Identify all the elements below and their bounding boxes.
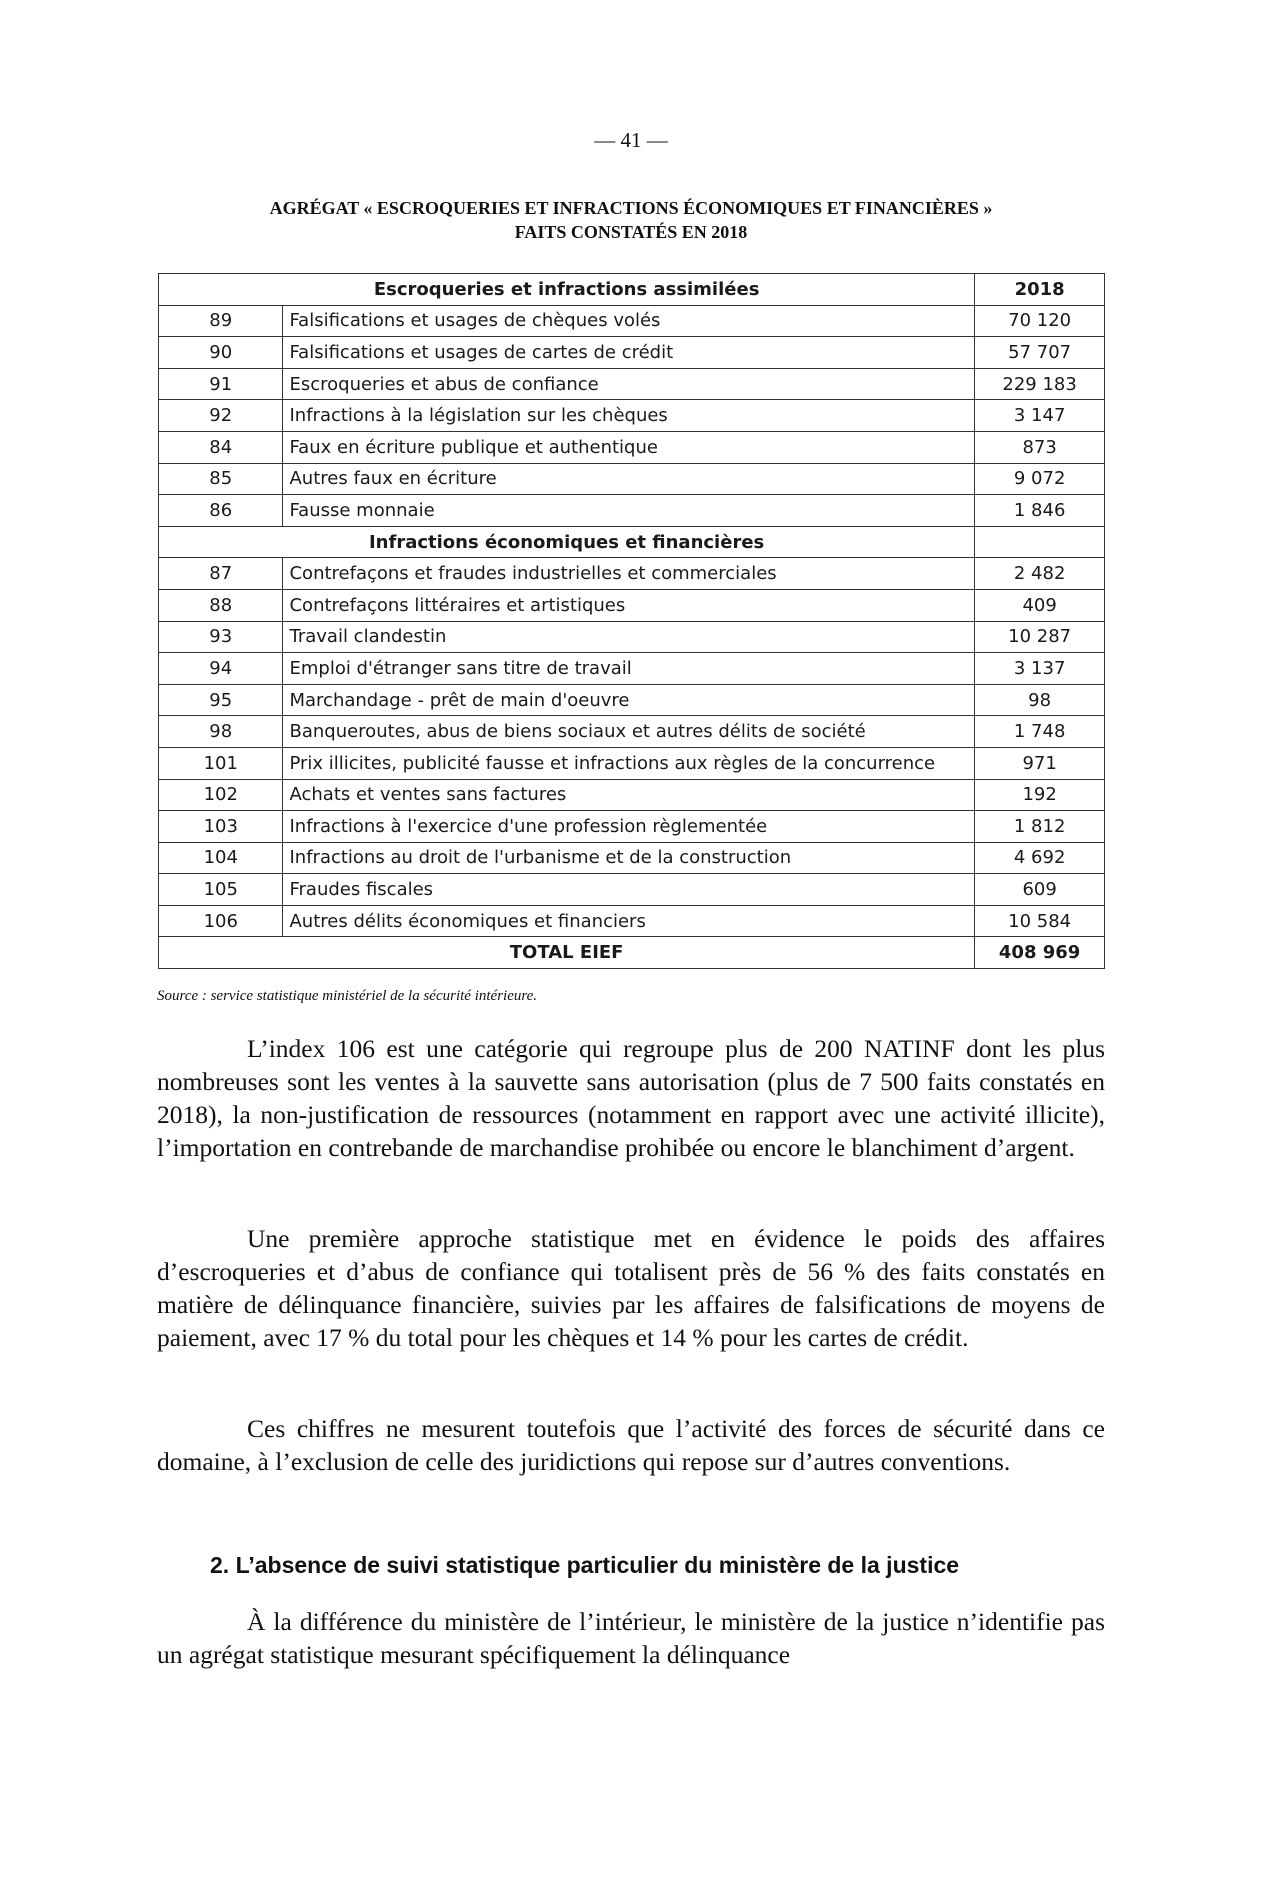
row-code: 105 xyxy=(159,874,283,906)
row-label: Banqueroutes, abus de biens sociaux et autres délits de société xyxy=(283,716,975,748)
row-value: 3 137 xyxy=(975,653,1105,685)
section-empty-cell xyxy=(975,526,1105,558)
row-value: 3 147 xyxy=(975,400,1105,432)
total-row xyxy=(159,937,1105,969)
table-row xyxy=(159,747,1105,779)
row-code: 103 xyxy=(159,811,283,843)
row-code: 95 xyxy=(159,684,283,716)
table-row xyxy=(159,337,1105,369)
table-row xyxy=(159,716,1105,748)
row-code: 101 xyxy=(159,747,283,779)
row-label: Escroqueries et abus de confiance xyxy=(283,368,975,400)
table-row xyxy=(159,684,1105,716)
row-code: 89 xyxy=(159,305,283,337)
row-code: 84 xyxy=(159,431,283,463)
row-label: Fausse monnaie xyxy=(283,495,975,527)
row-label: Travail clandestin xyxy=(283,621,975,653)
paragraph: Une première approche statistique met en évidence le poids des affaires d’escroqueries et d’abus de confiance qui totalisent près de 56 % des faits constatés en matière de délinquance financière, suivies par les affaires de falsifications de moyens de paiement, avec 17 % du total pour les chèques et 14 % pour les cartes de crédit. xyxy=(157,1224,1105,1352)
table-row xyxy=(159,811,1105,843)
table-row xyxy=(159,842,1105,874)
row-code: 93 xyxy=(159,621,283,653)
row-value: 1 748 xyxy=(975,716,1105,748)
row-code: 102 xyxy=(159,779,283,811)
table-row xyxy=(159,589,1105,621)
row-label: Falsifications et usages de chèques volés xyxy=(283,305,975,337)
table-row xyxy=(159,400,1105,432)
table-row xyxy=(159,431,1105,463)
table-title-line2: FAITS CONSTATÉS EN 2018 xyxy=(514,222,748,242)
table-row xyxy=(159,653,1105,685)
row-label: Falsifications et usages de cartes de crédit xyxy=(283,337,975,369)
row-label: Infractions à la législation sur les chèques xyxy=(283,400,975,432)
table-row xyxy=(159,305,1105,337)
row-label: Fraudes fiscales xyxy=(283,874,975,906)
paragraph: L’index 106 est une catégorie qui regroupe plus de 200 NATINF dont les plus nombreuses sont les ventes à la sauvette sans autorisation (plus de 7 500 faits constatés en 2018), la non-justification de ressources (notamment en rapport avec une activité illicite), l’importation en contrebande de marchandise prohibée ou encore le blanchiment d’argent. xyxy=(157,1034,1105,1162)
table-row xyxy=(159,495,1105,527)
row-code: 90 xyxy=(159,337,283,369)
row-value: 2 482 xyxy=(975,558,1105,590)
row-value: 4 692 xyxy=(975,842,1105,874)
table-row xyxy=(159,558,1105,590)
table-header-row xyxy=(159,274,1105,306)
row-value: 1 846 xyxy=(975,495,1105,527)
section-row xyxy=(159,526,1105,558)
row-label: Faux en écriture publique et authentique xyxy=(283,431,975,463)
row-code: 94 xyxy=(159,653,283,685)
table-row xyxy=(159,463,1105,495)
row-code: 106 xyxy=(159,905,283,937)
section-label: Infractions économiques et financières xyxy=(159,526,975,558)
total-value: 408 969 xyxy=(975,937,1105,969)
row-value: 873 xyxy=(975,431,1105,463)
table-row xyxy=(159,621,1105,653)
row-value: 229 183 xyxy=(975,368,1105,400)
row-value: 10 287 xyxy=(975,621,1105,653)
table-row xyxy=(159,905,1105,937)
row-value: 1 812 xyxy=(975,811,1105,843)
row-code: 92 xyxy=(159,400,283,432)
row-code: 85 xyxy=(159,463,283,495)
table-row xyxy=(159,368,1105,400)
row-label: Infractions à l'exercice d'une profession règlementée xyxy=(283,811,975,843)
paragraph: À la différence du ministère de l’intérieur, le ministère de la justice n’identifie pas un agrégat statistique mesurant spécifiquement la délinquance xyxy=(157,1607,1105,1669)
row-label: Contrefaçons littéraires et artistiques xyxy=(283,589,975,621)
row-code: 98 xyxy=(159,716,283,748)
header-year: 2018 xyxy=(975,274,1105,306)
row-value: 609 xyxy=(975,874,1105,906)
row-value: 98 xyxy=(975,684,1105,716)
row-value: 192 xyxy=(975,779,1105,811)
row-code: 104 xyxy=(159,842,283,874)
row-code: 86 xyxy=(159,495,283,527)
row-label: Infractions au droit de l'urbanisme et de la construction xyxy=(283,842,975,874)
row-label: Contrefaçons et fraudes industrielles et commerciales xyxy=(283,558,975,590)
row-label: Autres faux en écriture xyxy=(283,463,975,495)
row-label: Achats et ventes sans factures xyxy=(283,779,975,811)
table-title xyxy=(157,196,1105,244)
source-note: Source : service statistique ministériel de la sécurité intérieure. xyxy=(157,988,538,1004)
row-code: 91 xyxy=(159,368,283,400)
table-row xyxy=(159,779,1105,811)
header-label: Escroqueries et infractions assimilées xyxy=(159,274,975,306)
row-value: 70 120 xyxy=(975,305,1105,337)
row-value: 10 584 xyxy=(975,905,1105,937)
row-value: 57 707 xyxy=(975,337,1105,369)
row-label: Autres délits économiques et financiers xyxy=(283,905,975,937)
row-label: Marchandage - prêt de main d'oeuvre xyxy=(283,684,975,716)
row-code: 87 xyxy=(159,558,283,590)
row-label: Emploi d'étranger sans titre de travail xyxy=(283,653,975,685)
row-value: 971 xyxy=(975,747,1105,779)
table-row xyxy=(159,874,1105,906)
statistics-table xyxy=(158,273,1105,969)
row-code: 88 xyxy=(159,589,283,621)
row-value: 9 072 xyxy=(975,463,1105,495)
row-label: Prix illicites, publicité fausse et infractions aux règles de la concurrence xyxy=(283,747,975,779)
row-value: 409 xyxy=(975,589,1105,621)
section-heading: 2. L’absence de suivi statistique particulier du ministère de la justice xyxy=(210,1552,960,1578)
page-number: — 41 — xyxy=(594,128,668,152)
total-label: TOTAL EIEF xyxy=(159,937,975,969)
table-title-line1: AGRÉGAT « ESCROQUERIES ET INFRACTIONS ÉCONOMIQUES ET FINANCIÈRES » xyxy=(269,198,993,218)
paragraph: Ces chiffres ne mesurent toutefois que l’activité des forces de sécurité dans ce domaine, à l’exclusion de celle des juridictions qui repose sur d’autres conventions. xyxy=(157,1414,1105,1476)
